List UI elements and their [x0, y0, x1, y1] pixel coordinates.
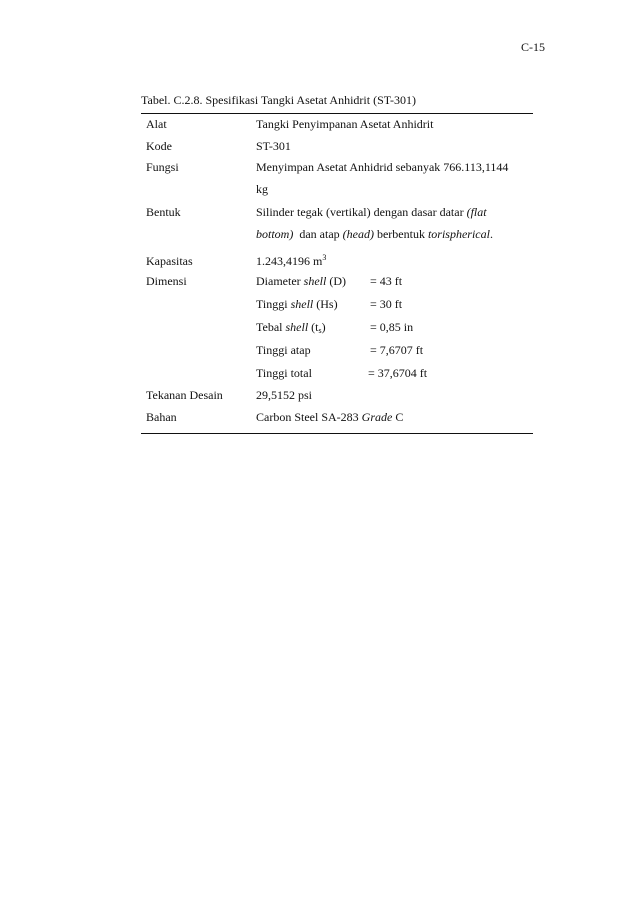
- table-row-kapasitas: [146, 254, 532, 274]
- table-top-rule: [141, 113, 533, 114]
- unit-superscript: 3: [322, 253, 327, 262]
- row-value: [256, 205, 487, 220]
- value-text: ): [321, 320, 326, 334]
- table-row-tekanan: [146, 388, 532, 408]
- table-row-bentuk-cont: [146, 227, 532, 247]
- value-italic: shell: [285, 320, 309, 334]
- row-value: Tangki Penyimpanan Asetat Anhidrit: [256, 117, 434, 131]
- dimension-name: Tinggi total: [256, 366, 312, 380]
- value-italic: shell: [303, 274, 327, 288]
- table-row-dimensi-2: [146, 297, 532, 317]
- dimension-value: = 7,6707 ft: [370, 343, 424, 357]
- table-row-dimensi: [146, 274, 532, 294]
- row-label: Kode: [146, 139, 172, 153]
- value-text: .: [489, 227, 493, 241]
- row-value: [256, 254, 326, 269]
- row-label: Kapasitas: [146, 254, 193, 268]
- subscript: s: [318, 326, 322, 335]
- dimension-value: = 37,6704 ft: [368, 366, 428, 380]
- value-text: Silinder tegak (vertikal) dengan dasar datar: [256, 205, 467, 219]
- value-text: Diameter: [256, 274, 304, 288]
- table-row-alat: [146, 117, 532, 137]
- table-caption: Tabel. C.2.8. Spesifikasi Tangki Asetat Anhidrit (ST-301): [141, 93, 416, 107]
- dimension-value: = 30 ft: [370, 297, 403, 311]
- table-row-dimensi-5: [146, 366, 532, 386]
- value-text: Tebal: [256, 320, 286, 334]
- table-row-kode: [146, 139, 532, 159]
- value-text: Tinggi: [256, 297, 291, 311]
- dimension-value: = 0,85 in: [370, 320, 414, 334]
- value-italic: bottom): [256, 227, 294, 241]
- table-row-fungsi-cont: [146, 182, 532, 202]
- table-bottom-rule: [141, 433, 533, 434]
- table-row-dimensi-4: [146, 343, 532, 363]
- value-text: C: [392, 410, 404, 424]
- value-italic: shell: [290, 297, 314, 311]
- table-row-dimensi-3: [146, 320, 532, 340]
- page-number: C-15: [521, 40, 545, 54]
- dimension-name: Tinggi atap: [256, 343, 311, 357]
- value-text: Carbon Steel SA-283: [256, 410, 362, 424]
- row-label: Bentuk: [146, 205, 181, 219]
- value-italic: (flat: [466, 205, 487, 219]
- table-row-fungsi: [146, 160, 532, 180]
- dimension-value: = 43 ft: [370, 274, 403, 288]
- row-value: [256, 227, 493, 242]
- dimension-name: [256, 297, 338, 312]
- row-value: kg: [256, 182, 268, 196]
- value-text: (Hs): [313, 297, 338, 311]
- value-italic: (head): [342, 227, 374, 241]
- dimension-name: [256, 320, 326, 335]
- value-text: (t: [308, 320, 319, 334]
- row-label: Alat: [146, 117, 167, 131]
- table-row-bahan: [146, 410, 532, 430]
- value-text: 1.243,4196 m: [256, 254, 323, 268]
- row-value: Menyimpan Asetat Anhidrid sebanyak 766.113,1144: [256, 160, 509, 174]
- row-label: Bahan: [146, 410, 177, 424]
- table-row-bentuk: [146, 205, 532, 225]
- row-label: Tekanan Desain: [146, 388, 223, 402]
- value-italic: torispherical: [427, 227, 490, 241]
- value-text: berbentuk: [373, 227, 428, 241]
- value-text: (D): [326, 274, 346, 288]
- dimension-name: [256, 274, 346, 289]
- row-value: 29,5152 psi: [256, 388, 313, 402]
- value-italic: Grade: [361, 410, 393, 424]
- row-label: Fungsi: [146, 160, 179, 174]
- row-value: ST-301: [256, 139, 291, 153]
- row-value: [256, 410, 403, 425]
- value-text: dan atap: [293, 227, 343, 241]
- row-label: Dimensi: [146, 274, 187, 288]
